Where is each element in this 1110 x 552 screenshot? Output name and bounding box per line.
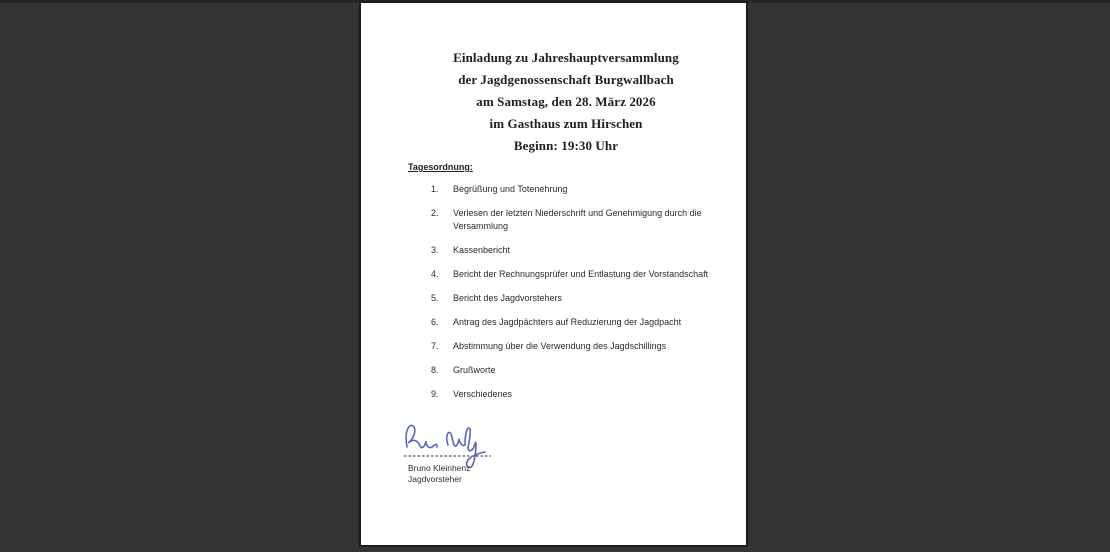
signer-role: Jagdvorsteher: [408, 474, 462, 484]
handwritten-signature-icon: [400, 416, 500, 468]
agenda-item-2: Verlesen der letzten Niederschrift und Genehmigung durch die Versammlung: [453, 208, 702, 231]
signature-block: [400, 416, 580, 485]
agenda-item-8: Grußworte: [453, 365, 496, 375]
agenda-list: [408, 183, 724, 401]
agenda-item-3: Kassenbericht: [453, 245, 511, 255]
title-line-5: Beginn: 19:30 Uhr: [513, 138, 619, 153]
document-page: [359, 1, 748, 547]
signer-name: Bruno Kleinhenz: [408, 463, 471, 473]
signature-stroke-second: [447, 428, 485, 468]
title-line-3: am Samstag, den 28. März 2026: [476, 94, 656, 109]
agenda-item-1: Begrüßung und Totenehrung: [453, 184, 568, 194]
title-line-1: Einladung zu Jahreshauptversammlung: [453, 50, 679, 65]
signature-stroke-first: [406, 425, 437, 447]
agenda-heading: Tagesordnung:: [408, 162, 473, 172]
agenda-item-5: Bericht des Jagdvorstehers: [453, 293, 563, 303]
agenda-item-6: Antrag des Jagdpächters auf Reduzierung der Jagdpacht: [453, 317, 682, 327]
agenda-item-4: Bericht der Rechnungsprüfer und Entlastung der Vorstandschaft: [453, 269, 709, 279]
document-title-block: [408, 47, 724, 157]
title-line-2: der Jagdgenossenschaft Burgwallbach: [458, 72, 674, 87]
document-content: [408, 3, 724, 412]
agenda-item-7: Abstimmung über die Verwendung des Jagdschillings: [453, 341, 667, 351]
title-line-4: im Gasthaus zum Hirschen: [489, 116, 643, 131]
agenda-item-9: Verschiedenes: [453, 389, 513, 399]
